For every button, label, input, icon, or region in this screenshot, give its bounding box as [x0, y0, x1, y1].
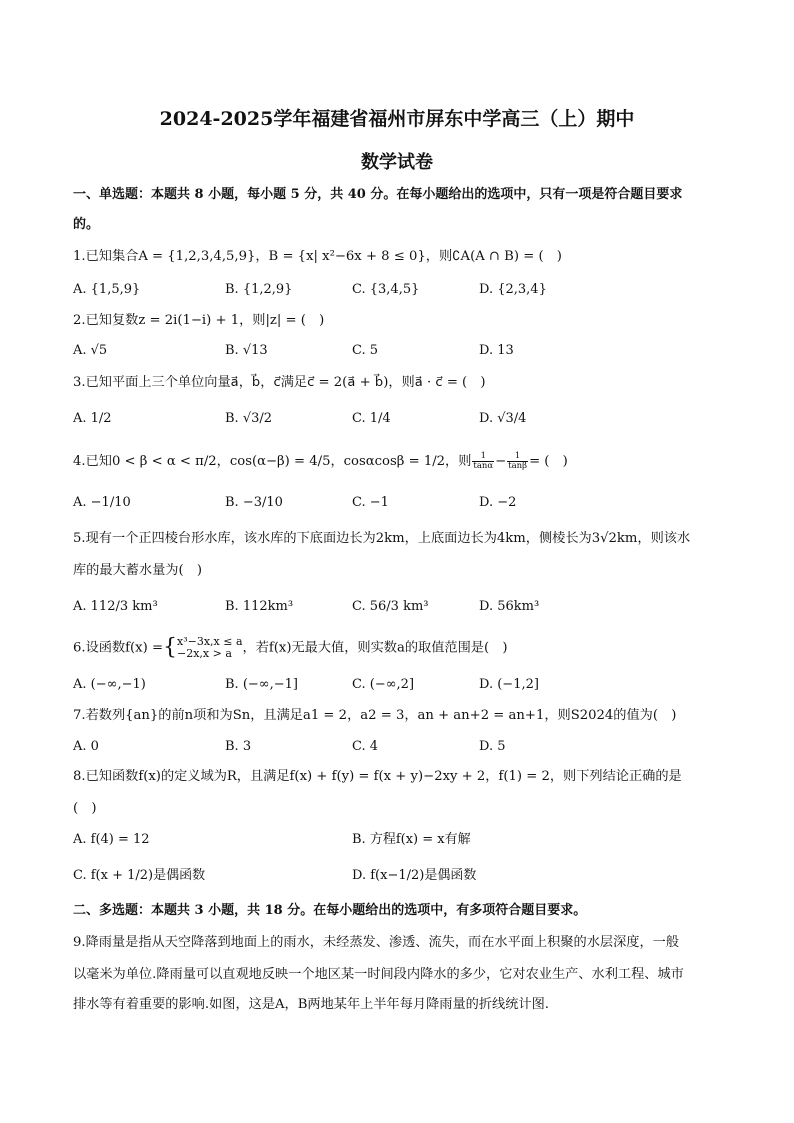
q2-stem: 2.已知复数z = 2i(1−i) + 1，则|z| = ( )	[73, 313, 325, 328]
q7-option-c: C. 4	[352, 739, 379, 754]
q6-stem-tail: ，若f(x)无最大值，则实数a的取值范围是( )	[242, 640, 508, 656]
q4-option-d: D. −2	[479, 495, 517, 510]
q4-stem-text: 4.已知0 < β < α < π/2，cos(α−β) = 4/5，cosαcosβ = 1/2，则	[73, 454, 472, 469]
q6-piecewise	[177, 636, 243, 660]
q1-option-c: C. {3,4,5}	[352, 282, 420, 297]
q4-frac-tan-alpha: $\frac{1}{\tan\alpha}$	[473, 451, 494, 471]
q6-stem	[73, 636, 507, 660]
exam-title: 2024-2025学年福建省福州市屏东中学高三（上）期中	[159, 108, 635, 130]
section1-header: 一、单选题：本题共 8 小题，每小题 5 分，共 40 分。在每小题给出的选项中，只有一项是符合题目要求	[73, 187, 683, 202]
q6-option-d: D. (−1,2]	[479, 677, 539, 692]
q3-option-c: C. 1/4	[352, 411, 391, 426]
q2-option-b: B. √13	[225, 343, 268, 358]
q1-option-b: B. {1,2,9}	[225, 282, 293, 297]
q1-stem: 1.已知集合A = {1,2,3,4,5,9}，B = {x| x²−6x + 8 ≤ 0}，则∁A(A ∩ B) = ( )	[73, 249, 562, 264]
q4-option-a: A. −1/10	[73, 495, 131, 510]
q6-option-c: C. (−∞,2]	[352, 677, 415, 692]
exam-subtitle: 数学试卷	[361, 152, 433, 173]
q5-stem-line2: 库的最大蓄水量为( )	[73, 563, 202, 578]
q8-option-d: D. f(x−1/2)是偶函数	[352, 868, 477, 883]
q8-stem-line1: 8.已知函数f(x)的定义域为R，且满足f(x) + f(y) = f(x + y)−2xy + 2，f(1) = 2，则下列结论正确的是	[73, 769, 682, 784]
q5-option-b: B. 112km³	[225, 599, 294, 614]
q8-option-b: B. 方程f(x) = x有解	[352, 832, 471, 847]
q1-option-a: A. {1,5,9}	[73, 282, 141, 297]
q2-option-a: A. √5	[73, 343, 108, 358]
q7-option-a: A. 0	[73, 739, 99, 754]
q2-option-c: C. 5	[352, 343, 379, 358]
q7-stem: 7.若数列{an}的前n项和为Sn，且满足a1 = 2，a2 = 3，an + an+2 = an+1，则S2024的值为( )	[73, 708, 677, 723]
section2-header: 二、多选题：本题共 3 小题，共 18 分。在每小题给出的选项中，有多项符合题目要求。	[73, 903, 587, 918]
q4-stem: 4.已知0 < β < α < π/2，cos(α−β) = 4/5，cosαcosβ = 1/2，则 $\frac{1}{\tan\alpha}$ − $\frac{1}{\tan\beta}$ = ( )	[73, 451, 568, 471]
q6-piece-2: −2x,x > a	[177, 647, 232, 660]
q6-stem-text: 6.设函数f(x) =	[73, 640, 163, 656]
q3-option-a: A. 1/2	[73, 411, 112, 426]
q8-option-c: C. f(x + 1/2)是偶函数	[73, 868, 206, 883]
section1-header-cont: 的。	[73, 217, 100, 232]
q3-option-d: D. √3/4	[479, 411, 527, 426]
q8-option-a: A. f(4) = 12	[73, 832, 150, 847]
q9-stem-line1: 9.降雨量是指从天空降落到地面上的雨水，未经蒸发、渗透、流失，而在水平面上积聚的水层深度，一般	[73, 935, 680, 950]
q8-stem-line2: ( )	[73, 801, 97, 816]
q5-option-c: C. 56/3 km³	[352, 599, 429, 614]
q1-option-d: D. {2,3,4}	[479, 282, 547, 297]
q4-frac-tan-beta: $\frac{1}{\tan\beta}$	[508, 451, 528, 471]
q3-option-b: B. √3/2	[225, 411, 273, 426]
q9-stem-line2: 以毫米为单位.降雨量可以直观地反映一个地区某一时间段内降水的多少，它对农业生产、水利工程、城市	[73, 967, 684, 982]
q4-option-b: B. −3/10	[225, 495, 283, 510]
q6-option-a: A. (−∞,−1)	[73, 677, 146, 692]
q3-stem: 3.已知平面上三个单位向量a⃗，b⃗，c⃗满足c⃗ = 2(a⃗ + b⃗)，则a⃗ · c⃗ = ( )	[73, 375, 486, 390]
q5-stem-line1: 5.现有一个正四棱台形水库，该水库的下底面边长为2km，上底面边长为4km，侧棱长为3√2km，则该水	[73, 531, 691, 546]
q7-option-d: D. 5	[479, 739, 506, 754]
q6-option-b: B. (−∞,−1]	[225, 677, 298, 692]
q5-option-d: D. 56km³	[479, 599, 540, 614]
q5-option-a: A. 112/3 km³	[73, 599, 158, 614]
q4-stem-tail: = ( )	[529, 454, 568, 469]
q7-option-b: B. 3	[225, 739, 252, 754]
q6-brace: {	[163, 635, 177, 660]
q4-option-c: C. −1	[352, 495, 389, 510]
q6-piece-1: x³−3x,x ≤ a	[177, 635, 243, 648]
q2-option-d: D. 13	[479, 343, 514, 358]
q9-stem-line3: 排水等有着重要的影响.如图，这是A，B两地某年上半年每月降雨量的折线统计图.	[73, 997, 549, 1012]
